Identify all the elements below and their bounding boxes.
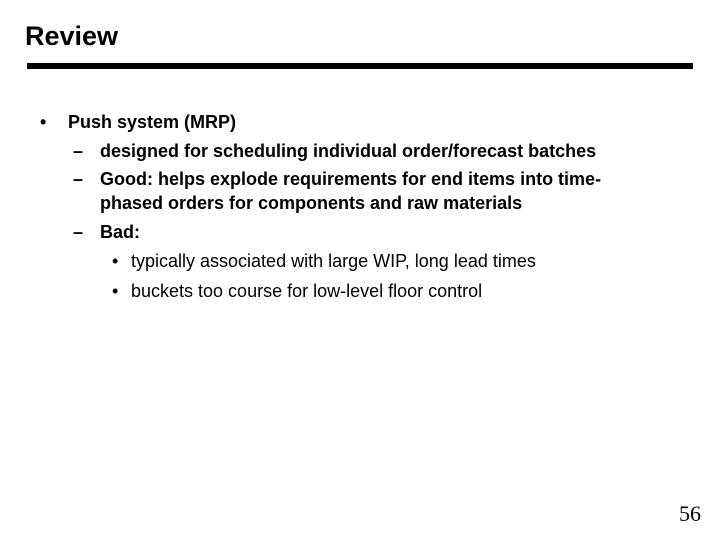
- bullet-marker: •: [112, 251, 119, 271]
- dash-marker: –: [73, 141, 84, 161]
- bullet-marker: •: [40, 112, 47, 132]
- sub-sub-bullet-text: typically associated with large WIP, long lead times: [131, 251, 536, 271]
- sub-bullet-text: designed for scheduling individual order/forecast batches: [100, 141, 597, 161]
- bullet-text: Push system (MRP): [68, 112, 237, 132]
- page-number: 56: [679, 501, 701, 526]
- sub-bullet-text: Bad:: [100, 222, 140, 242]
- title-divider: [27, 63, 693, 69]
- bullet-marker: •: [112, 281, 119, 301]
- slide-title: Review: [25, 21, 119, 51]
- sub-sub-bullet-text: buckets too course for low-level floor control: [131, 281, 483, 301]
- dash-marker: –: [73, 169, 84, 189]
- dash-marker: –: [73, 222, 84, 242]
- sub-bullet-text-line1: Good: helps explode requirements for end items into time-: [100, 169, 602, 189]
- sub-bullet-text-line2: phased orders for components and raw materials: [100, 193, 523, 213]
